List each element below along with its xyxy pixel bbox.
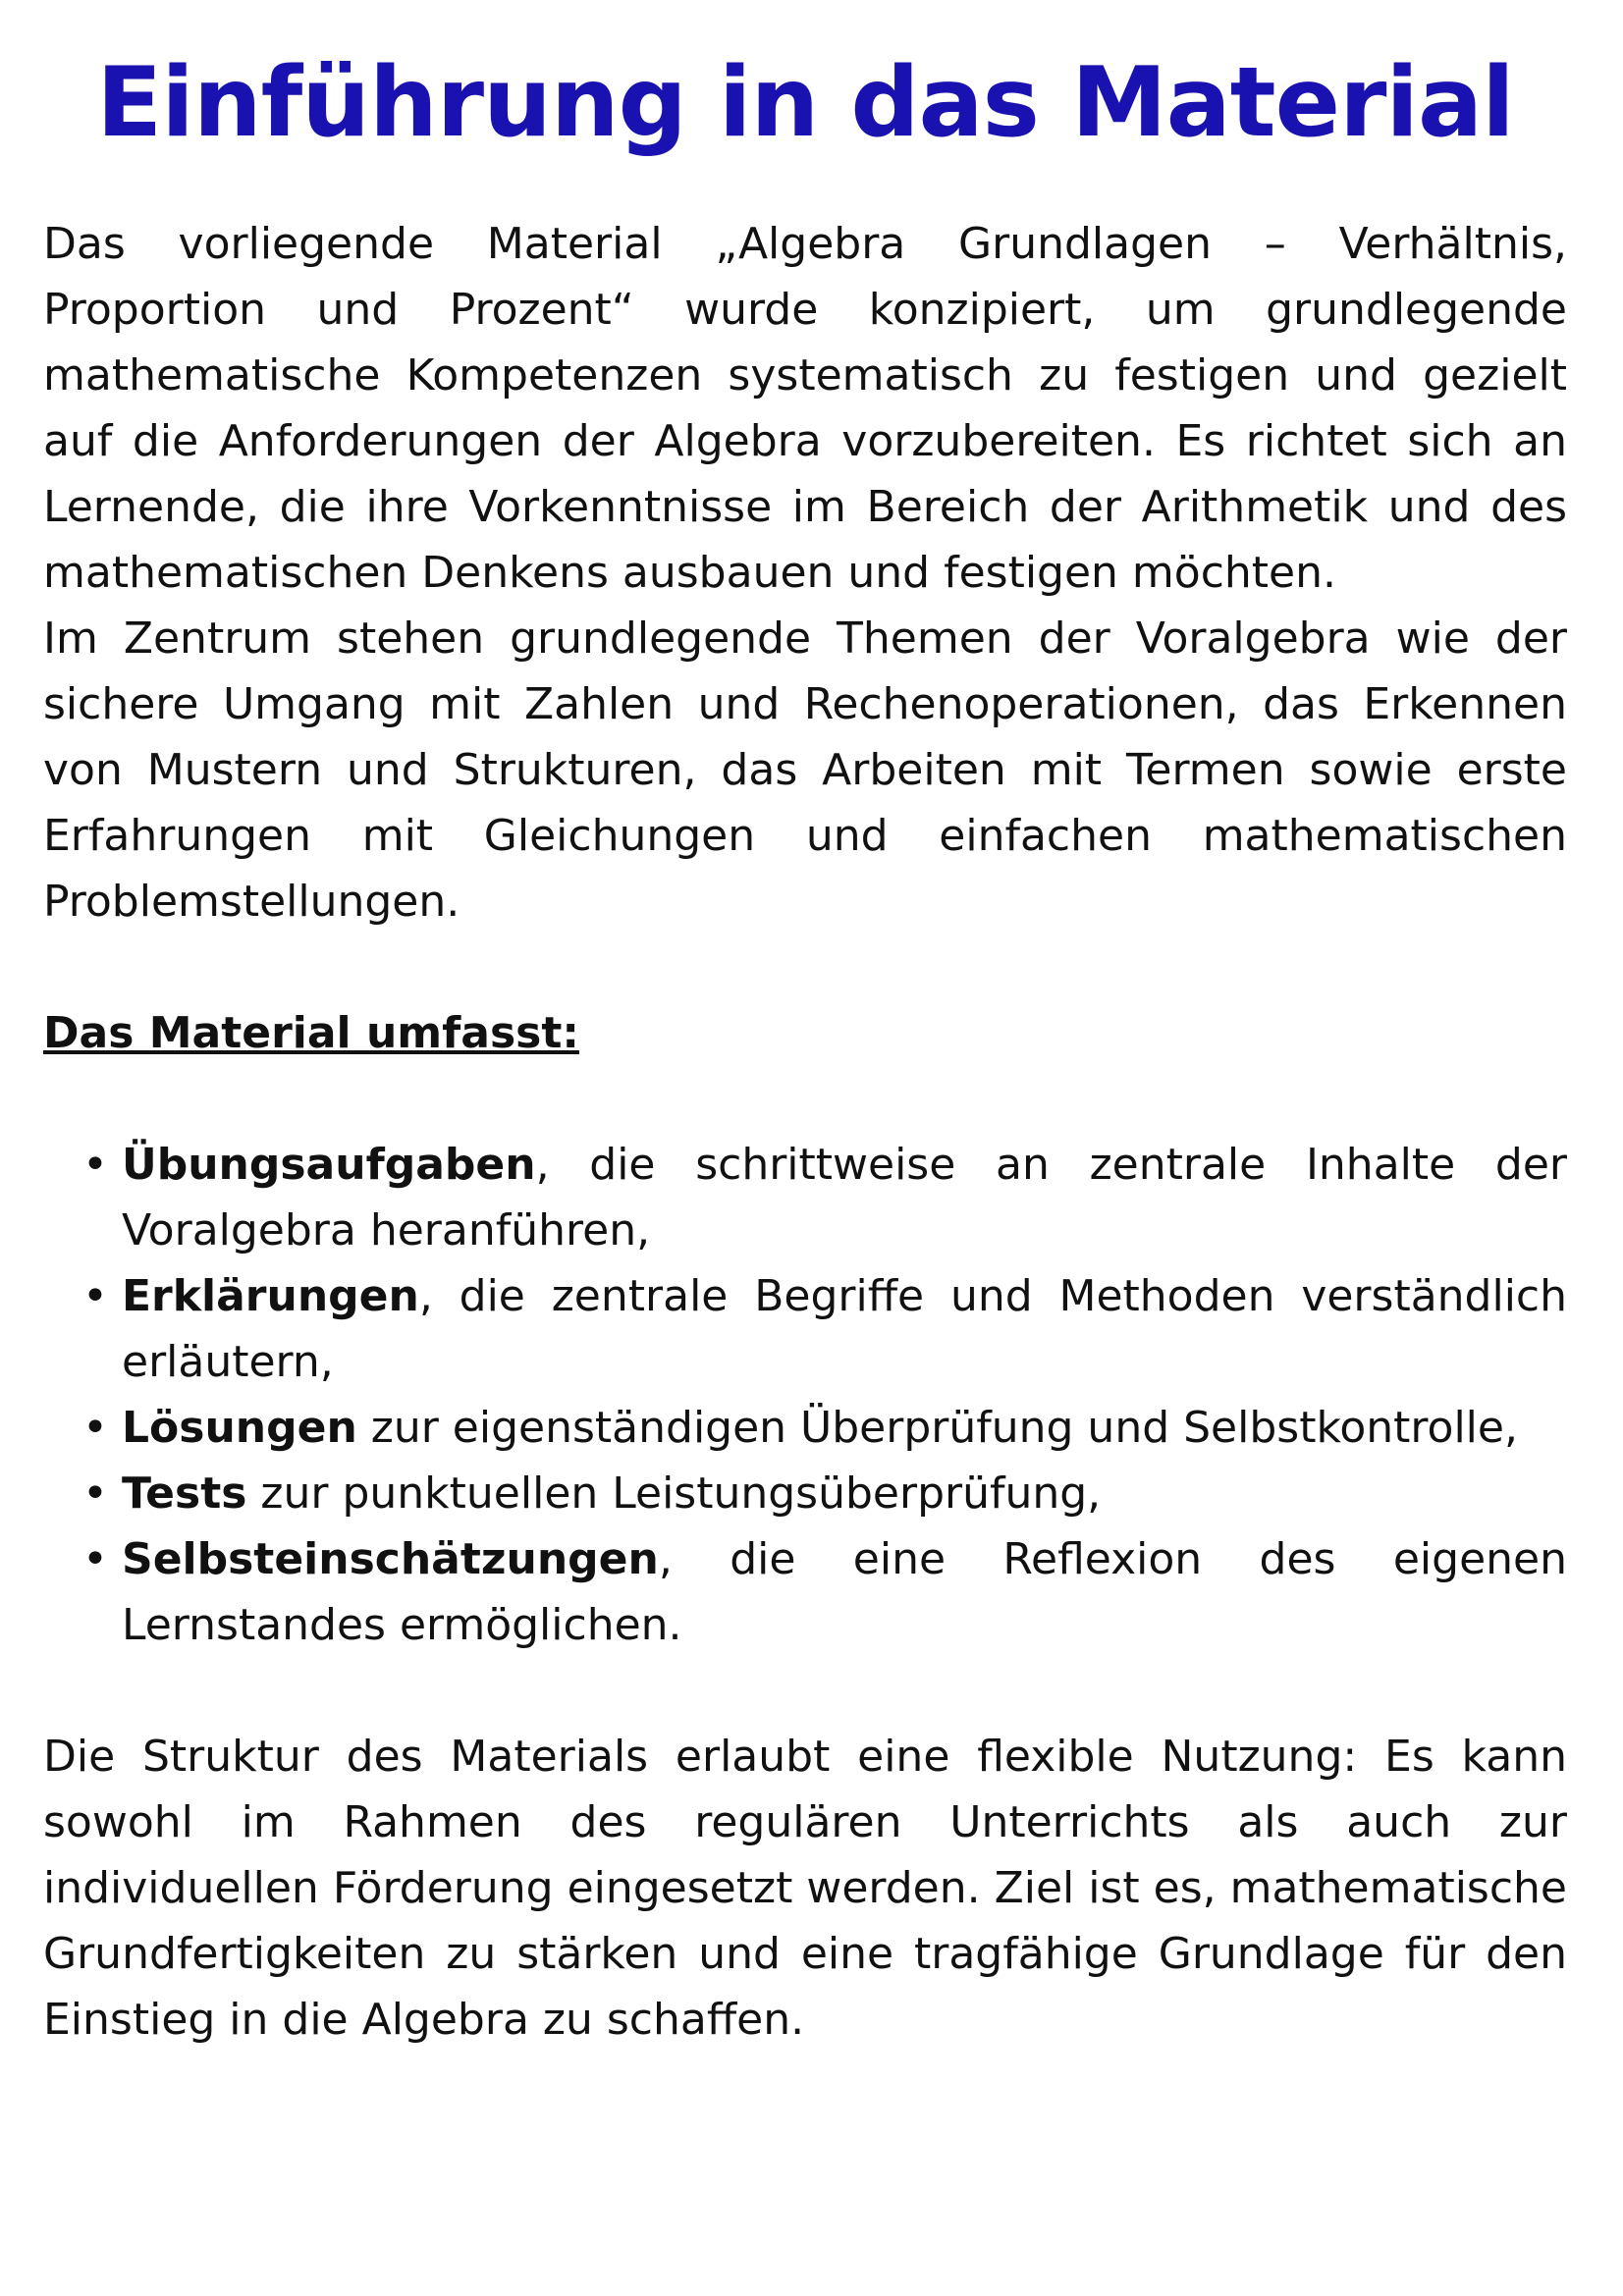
spacer bbox=[43, 1658, 1567, 1724]
list-item-text: , die zentrale Begriffe und Methoden verständlich erläutern, bbox=[122, 1270, 1567, 1387]
list-item-text: zur punktuellen Leistungsüberprüfung, bbox=[246, 1468, 1102, 1519]
bullet-icon: • bbox=[82, 1139, 108, 1190]
bullet-icon: • bbox=[82, 1270, 108, 1321]
intro-paragraph-2: Im Zentrum stehen grundlegende Themen der Voralgebra wie der sichere Umgang mit Zahlen und Rechenoperationen, das Erkennen von Mustern und Strukturen, das Arbeiten mit Termen sowie erste Erfahrungen mit Gleichungen und einfachen mathematischen Problemstellungen. bbox=[43, 613, 1567, 927]
list-item-term: Erklärungen bbox=[122, 1270, 419, 1321]
list-item bbox=[82, 1395, 1567, 1461]
list-item bbox=[82, 1461, 1567, 1526]
list-item-term: Selbsteinschätzungen bbox=[122, 1533, 659, 1584]
spacer bbox=[43, 1066, 1567, 1132]
document-page bbox=[43, 47, 1567, 2053]
material-list bbox=[43, 1132, 1567, 1658]
spacer bbox=[43, 934, 1567, 1000]
closing-paragraph: Die Struktur des Materials erlaubt eine flexible Nutzung: Es kann sowohl im Rahmen des regulären Unterrichts als auch zur individuellen Förderung eingesetzt werden. Ziel ist es, mathematische Grundfertigkeiten zu stärken und eine tragfähige Grundlage für den Einstieg in die Algebra zu schaffen. bbox=[43, 1731, 1567, 2045]
bullet-icon: • bbox=[82, 1402, 108, 1453]
section-heading: Das Material umfasst: bbox=[43, 1007, 579, 1058]
list-item-term: Lösungen bbox=[122, 1402, 357, 1453]
list-item-text: , die eine Reflexion des eigenen Lernstandes ermöglichen. bbox=[122, 1533, 1567, 1650]
list-item-text: zur eigenständigen Überprüfung und Selbstkontrolle, bbox=[356, 1402, 1518, 1453]
list-item-term: Übungsaufgaben bbox=[122, 1139, 536, 1190]
bullet-icon: • bbox=[82, 1533, 108, 1584]
page-title: Einführung in das Material bbox=[96, 47, 1514, 159]
intro-paragraph-1: Das vorliegende Material „Algebra Grundlagen – Verhältnis, Proportion und Prozent“ wurde konzipiert, um grundlegende mathematische Kompetenzen systematisch zu festigen und gezielt auf die Anforderungen der Algebra vorzubereiten. Es richtet sich an Lernende, die ihre Vorkenntnisse im Bereich der Arithmetik und des mathematischen Denkens ausbauen und festigen möchten. bbox=[43, 218, 1567, 598]
list-item-term: Tests bbox=[122, 1468, 247, 1519]
list-item-text: , die schrittweise an zentrale Inhalte der Voralgebra heranführen, bbox=[122, 1139, 1567, 1255]
bullet-icon: • bbox=[82, 1468, 108, 1519]
list-item bbox=[82, 1132, 1567, 1263]
list-item bbox=[82, 1526, 1567, 1658]
list-item bbox=[82, 1263, 1567, 1395]
